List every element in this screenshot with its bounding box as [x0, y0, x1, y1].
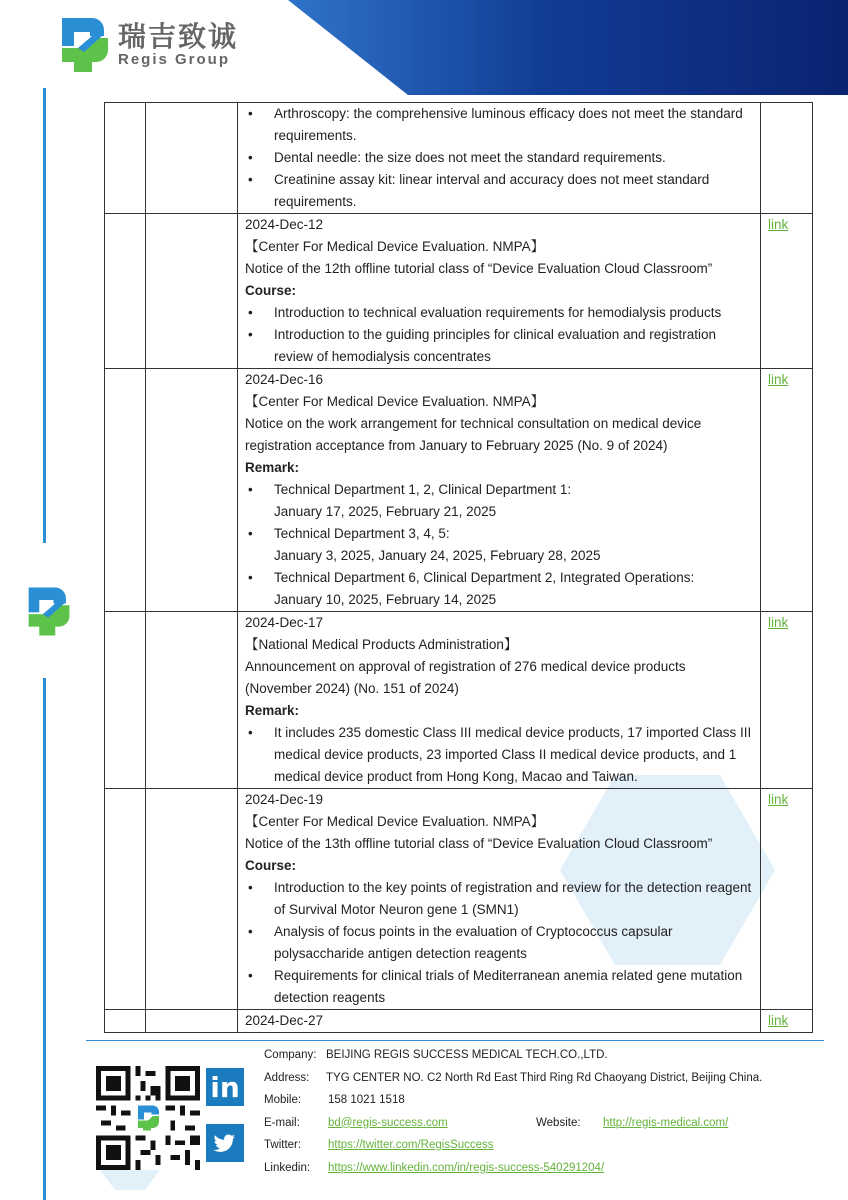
- logo-chinese-name: 瑞吉致诚: [118, 20, 239, 53]
- linkedin-label: Linkedin:: [264, 1161, 311, 1174]
- side-line-top: [43, 88, 46, 543]
- list-item: • Creatinine assay kit: linear interval and accuracy does not meet standard requirements.: [245, 169, 754, 213]
- footer-divider: [86, 1040, 824, 1041]
- mobile-label: Mobile:: [264, 1094, 302, 1106]
- table-cell-number: [105, 103, 146, 214]
- contact-row-company: [264, 1044, 762, 1067]
- address-label: Address:: [264, 1071, 310, 1084]
- section-label: Remark:: [245, 703, 300, 718]
- table-cell-content: [238, 612, 761, 789]
- table-row: [105, 103, 813, 214]
- list-item: • Introduction to technical evaluation requirements for hemodialysis products: [245, 302, 754, 324]
- list-item: • Dental needle: the size does not meet the standard requirements.: [245, 147, 754, 169]
- department-name: • Technical Department 6, Clinical Department 2, Integrated Operations:: [274, 570, 695, 585]
- email-link[interactable]: bd@regis-success.com: [328, 1116, 448, 1129]
- table-cell-category: [146, 103, 238, 214]
- department-name: • Technical Department 3, 4, 5:: [274, 526, 450, 541]
- bullet-list: [245, 302, 754, 368]
- news-date: 2024-Dec-27: [245, 1013, 324, 1028]
- table-row: [105, 789, 813, 1010]
- header-band: [288, 0, 848, 95]
- logo-english-name: Regis Group: [118, 51, 231, 68]
- contact-row-address: [264, 1067, 762, 1090]
- news-link[interactable]: link: [768, 792, 789, 807]
- table-row: [105, 1010, 813, 1033]
- news-date: 2024-Dec-19: [245, 792, 324, 807]
- contact-row-linkedin: [264, 1157, 762, 1180]
- linkedin-link[interactable]: https://www.linkedin.com/in/regis-success-540291204/: [328, 1161, 605, 1174]
- company-name: BEIJING REGIS SUCCESS MEDICAL TECH.CO.,LTD.: [326, 1049, 608, 1061]
- linkedin-icon[interactable]: [206, 1068, 244, 1106]
- twitter-link[interactable]: https://twitter.com/RegisSuccess: [328, 1139, 494, 1151]
- news-link[interactable]: link: [768, 217, 789, 232]
- bullet-list: [245, 479, 754, 611]
- list-item: [245, 479, 754, 523]
- twitter-label: Twitter:: [264, 1139, 302, 1151]
- table-cell-content: [238, 369, 761, 612]
- news-date: 2024-Dec-17: [245, 615, 324, 630]
- news-title: Notice on the work arrangement for technical consultation on medical device registration acceptance from January to February 2025 (No. 9 of 2024): [245, 416, 702, 453]
- bullet-list: [245, 103, 754, 213]
- table-row: [105, 369, 813, 612]
- table-cell-content: [238, 214, 761, 369]
- list-item: [245, 523, 754, 567]
- table-row: [105, 612, 813, 789]
- table-cell-link: [761, 103, 813, 214]
- website-link[interactable]: http://regis-medical.com/: [603, 1116, 729, 1129]
- bullet-list: [245, 722, 754, 788]
- news-title: Notice of the 13th offline tutorial class of “Device Evaluation Cloud Classroom”: [245, 836, 713, 851]
- news-source: 【National Medical Products Administration】: [245, 637, 518, 652]
- table-cell-content: [238, 103, 761, 214]
- contact-row-email: [264, 1112, 762, 1135]
- list-item: • Arthroscopy: the comprehensive luminous efficacy does not meet the standard requirements.: [245, 103, 754, 147]
- company-logo: [50, 14, 238, 76]
- consultation-dates: January 10, 2025, February 14, 2025: [274, 592, 497, 607]
- list-item: • Introduction to the key points of registration and review for the detection reagent of Survival Motor Neuron gene 1 (SMN1): [245, 877, 754, 921]
- news-link[interactable]: link: [768, 615, 789, 630]
- company-label: Company:: [264, 1049, 317, 1061]
- contact-row-mobile: [264, 1089, 762, 1112]
- mobile-value: 158 1021 1518: [328, 1094, 405, 1106]
- news-date: 2024-Dec-16: [245, 372, 324, 387]
- news-source: 【Center For Medical Device Evaluation. NMPA】: [245, 814, 545, 829]
- list-item: [245, 567, 754, 611]
- news-date: 2024-Dec-12: [245, 217, 324, 232]
- qr-code-icon: [96, 1066, 200, 1170]
- list-item: • Requirements for clinical trials of Mediterranean anemia related gene mutation detection reagents: [245, 965, 754, 1009]
- regis-logo-icon: [50, 14, 112, 76]
- bullet-list: [245, 877, 754, 1009]
- news-link[interactable]: link: [768, 1013, 789, 1028]
- news-title: Announcement on approval of registration of 276 medical device products (November 2024) (No. 151 of 2024): [245, 659, 686, 696]
- list-item: • It includes 235 domestic Class III medical device products, 17 imported Class III medical device products, 23 imported Class II medical device products, and 1 medical device product from Hong Kong, Macao and Taiwan.: [245, 722, 754, 788]
- section-label: Course:: [245, 283, 297, 298]
- table-cell-content: [238, 789, 761, 1010]
- table-row: [105, 214, 813, 369]
- section-label: Course:: [245, 858, 297, 873]
- consultation-dates: January 17, 2025, February 21, 2025: [274, 504, 497, 519]
- side-line-bottom: [43, 678, 46, 1200]
- regis-logo-icon: [18, 584, 73, 639]
- news-source: 【Center For Medical Device Evaluation. NMPA】: [245, 239, 545, 254]
- contact-info: [264, 1044, 762, 1179]
- address-value: TYG CENTER NO. C2 North Rd East Third Ring Rd Chaoyang District, Beijing China.: [326, 1071, 763, 1084]
- linkedin-icon-text: in: [210, 1070, 240, 1104]
- news-link[interactable]: link: [768, 372, 789, 387]
- department-name: • Technical Department 1, 2, Clinical Department 1:: [274, 482, 572, 497]
- email-label: E-mail:: [264, 1116, 300, 1129]
- website-label: Website:: [536, 1116, 581, 1129]
- list-item: • Introduction to the guiding principles for clinical evaluation and registration review of hemodialysis concentrates: [245, 324, 754, 368]
- news-source: 【Center For Medical Device Evaluation. NMPA】: [245, 394, 545, 409]
- contact-row-twitter: [264, 1134, 762, 1157]
- section-label: Remark:: [245, 460, 300, 475]
- consultation-dates: January 3, 2025, January 24, 2025, February 28, 2025: [274, 548, 601, 563]
- news-table: [104, 102, 813, 1033]
- news-title: Notice of the 12th offline tutorial class of “Device Evaluation Cloud Classroom”: [245, 261, 713, 276]
- table-cell-content: [238, 1010, 761, 1033]
- twitter-icon[interactable]: [206, 1124, 244, 1162]
- list-item: • Analysis of focus points in the evaluation of Cryptococcus capsular polysaccharide antigen detection reagents: [245, 921, 754, 965]
